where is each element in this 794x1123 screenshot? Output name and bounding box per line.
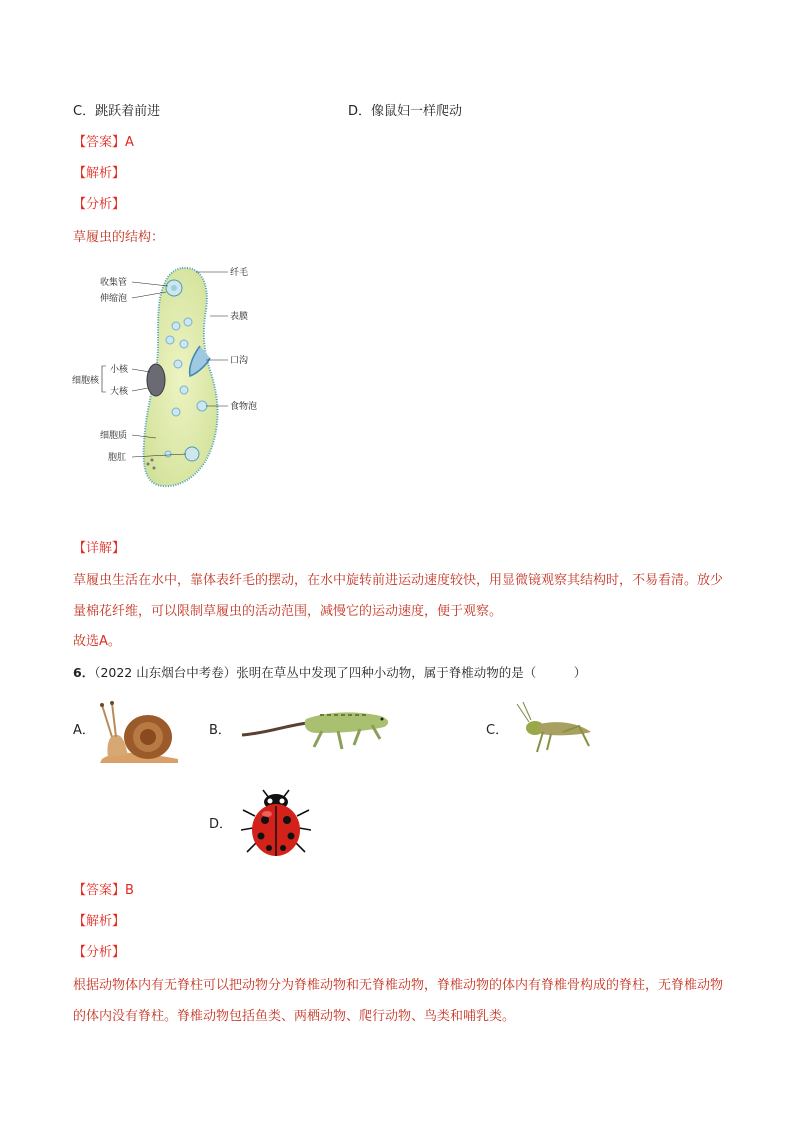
option-c: C．跳跃着前进 bbox=[73, 104, 161, 119]
label-xibaohe: 细胞核 bbox=[72, 376, 100, 386]
choose-prefix: 故选 bbox=[73, 634, 100, 649]
answer-value: A bbox=[125, 135, 134, 150]
answer-label: 【答案】 bbox=[73, 135, 126, 150]
label-kougou: 口沟 bbox=[230, 356, 249, 366]
question-source: （2022 山东烟台中考卷） bbox=[94, 665, 237, 680]
ladybug-image bbox=[241, 788, 311, 860]
answer6-label: 【答案】 bbox=[73, 883, 126, 898]
label-baogang: 胞肛 bbox=[108, 453, 127, 463]
option-d: D．像鼠妇一样爬动 bbox=[348, 104, 463, 119]
question-6-stem-line bbox=[73, 664, 586, 682]
label-shensuopao: 伸缩泡 bbox=[100, 294, 128, 304]
fenxi-label: 【分析】 bbox=[73, 197, 126, 212]
lizard-image bbox=[238, 703, 394, 757]
label-xibaozhi: 细胞质 bbox=[100, 431, 128, 441]
answer-row bbox=[73, 134, 134, 152]
option-a-label: A． bbox=[73, 723, 95, 738]
answer6-row bbox=[73, 882, 134, 900]
snail-image bbox=[96, 697, 180, 765]
choose-line bbox=[73, 633, 121, 651]
grasshopper-image bbox=[513, 702, 593, 756]
label-dahe: 大核 bbox=[110, 387, 129, 397]
fenxi6-text: 根据动物体内有无脊柱可以把动物分为脊椎动物和无脊椎动物，脊椎动物的体内有脊椎骨构成的脊柱，无脊椎动物的体内没有脊柱。脊椎动物包括鱼类、两栖动物、爬行动物、鸟类和哺乳类。 bbox=[73, 978, 724, 1024]
structure-title: 草履虫的结构： bbox=[73, 230, 165, 245]
option-d6-label: D． bbox=[209, 817, 233, 832]
choose-value: A bbox=[99, 634, 108, 649]
detail-label: 【详解】 bbox=[73, 541, 126, 556]
analysis-label: 【解析】 bbox=[73, 166, 126, 181]
label-xiaohe: 小核 bbox=[110, 365, 129, 375]
choose-suffix: 。 bbox=[107, 634, 121, 649]
paramecium-diagram bbox=[72, 262, 272, 494]
option-c6-label: C． bbox=[486, 723, 509, 738]
option-b-label: B． bbox=[209, 723, 231, 738]
label-xianmao: 纤毛 bbox=[230, 268, 249, 278]
label-biaomo: 表膜 bbox=[230, 312, 249, 322]
analysis6-label: 【解析】 bbox=[73, 914, 126, 929]
question-number: 6． bbox=[73, 665, 95, 680]
question-stem: 张明在草丛中发现了四种小动物，属于脊椎动物的是（ ） bbox=[236, 665, 587, 680]
fenxi6-label: 【分析】 bbox=[73, 945, 126, 960]
label-shoujiguan: 收集管 bbox=[100, 278, 128, 288]
answer6-value: B bbox=[125, 883, 134, 898]
detail-text: 草履虫生活在水中，靠体表纤毛的摆动，在水中旋转前进运动速度较快，用显微镜观察其结构时，不易看清。放少量棉花纤维，可以限制草履虫的活动范围，减慢它的运动速度，便于观察。 bbox=[73, 573, 724, 619]
label-shiwupao: 食物泡 bbox=[230, 402, 258, 412]
